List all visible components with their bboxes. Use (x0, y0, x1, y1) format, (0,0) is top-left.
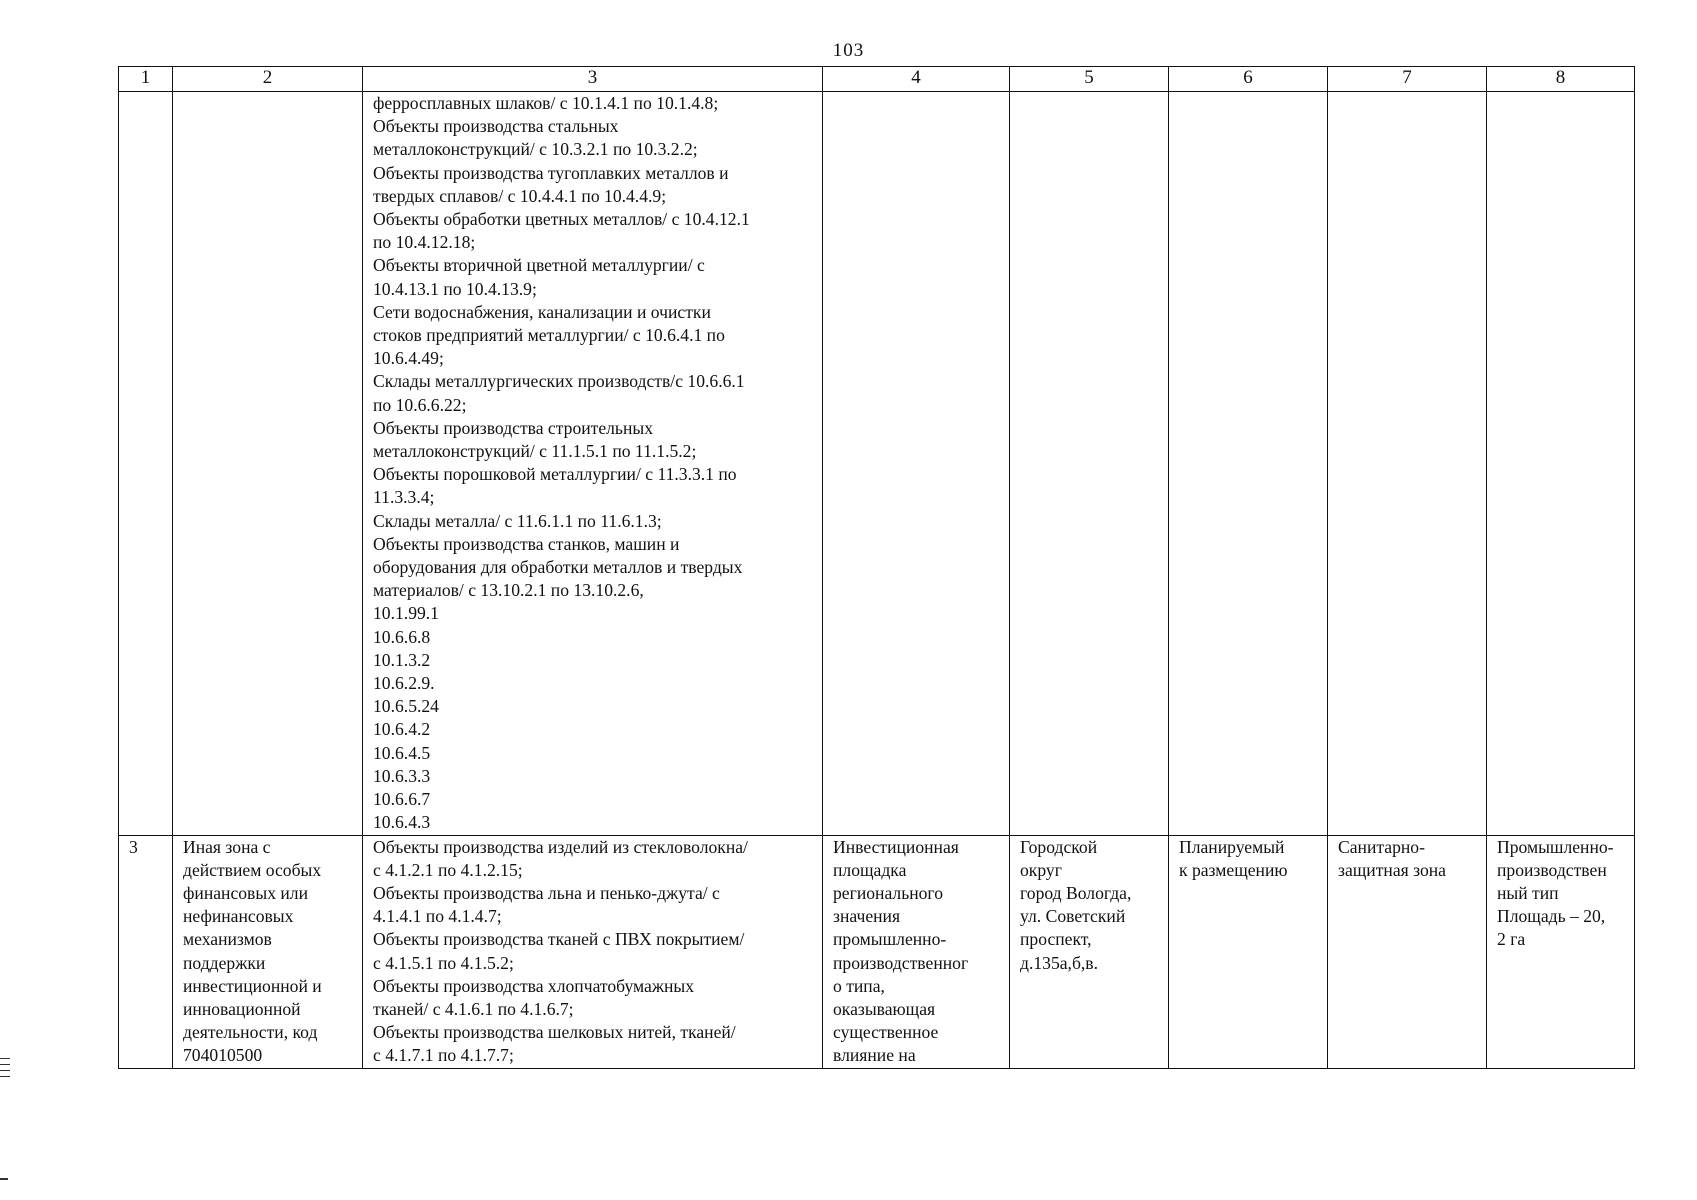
cell-line: Объекты производства стальных (373, 116, 619, 137)
cell-line: Инвестиционная (833, 836, 959, 857)
cell-line: Объекты производства хлопчатобумажных (373, 975, 695, 996)
cell-characteristics (1487, 92, 1635, 836)
cell-line: тканей/ с 4.1.6.1 по 4.1.6.7; (373, 998, 574, 1019)
cell-line: Объекты обработки цветных металлов/ с 10.4.12.1 (373, 209, 750, 230)
cell-line: Объекты производства шелковых нитей, тканей/ (373, 1022, 736, 1043)
cell-line: Объекты порошковой металлургии/ с 11.3.3.1 по (373, 464, 737, 485)
cell-line: влияние на (833, 1045, 916, 1066)
cell-line: защитная зона (1338, 859, 1446, 880)
cell-line: 10.6.3.3 (373, 765, 431, 786)
cell-line: 10.4.13.1 по 10.4.13.9; (373, 278, 537, 299)
cell-line: к размещению (1179, 859, 1288, 880)
cell-line: ул. Советский (1020, 906, 1126, 927)
cell-line: механизмов (183, 929, 272, 950)
cell-line: Планируемый (1179, 836, 1285, 857)
data-table (118, 66, 1635, 1069)
cell-line: Площадь – 20, (1497, 906, 1606, 927)
cell-line: оборудования для обработки металлов и твердых (373, 557, 743, 578)
cell-line: Сети водоснабжения, канализации и очистки (373, 301, 711, 322)
cell-line: промышленно- (833, 929, 947, 950)
cell-line: производственног (833, 952, 969, 973)
cell-location (1010, 835, 1169, 1068)
cell-line: металлоконструкций/ с 11.1.5.1 по 11.1.5.2; (373, 441, 697, 462)
cell-line: существенное (833, 1022, 939, 1043)
cell-line: 10.6.4.49; (373, 348, 444, 369)
cell-line: Склады металла/ с 11.6.1.1 по 11.6.1.3; (373, 510, 662, 531)
table-row-3 (119, 835, 1635, 1068)
cell-line: стоков предприятий металлургии/ с 10.6.4.1 по (373, 325, 725, 346)
column-header-1: 1 (119, 67, 173, 92)
cell-line: 10.6.2.9. (373, 673, 435, 694)
cell-line: 10.6.4.2 (373, 719, 431, 740)
cell-line: Объекты вторичной цветной металлургии/ с (373, 255, 705, 276)
column-header-2: 2 (173, 67, 363, 92)
cell-line: Объекты производства тугоплавких металлов и (373, 162, 729, 183)
cell-line: по 10.4.12.18; (373, 232, 476, 253)
cell-location (1010, 92, 1169, 836)
cell-line: нефинансовых (183, 906, 294, 927)
scan-edge-dash (0, 1178, 8, 1180)
cell-line: регионального (833, 882, 944, 903)
cell-purpose (823, 92, 1010, 836)
cell-line: 10.6.6.8 (373, 626, 431, 647)
cell-objects-list (363, 92, 823, 836)
cell-line: твердых сплавов/ с 10.4.4.1 по 10.4.4.9; (373, 185, 667, 206)
cell-number (119, 92, 173, 836)
cell-line: Иная зона с (183, 836, 271, 857)
cell-line: Санитарно- (1338, 836, 1425, 857)
cell-line: д.135а,б,в. (1020, 952, 1099, 973)
column-header-3: 3 (363, 67, 823, 92)
cell-line: 10.1.99.1 (373, 603, 439, 624)
table-row-continuation (119, 92, 1635, 836)
cell-line: 10.6.4.3 (373, 812, 431, 833)
cell-line: производствен (1497, 859, 1607, 880)
cell-line: Объекты производства строительных (373, 417, 653, 438)
scan-edge-marks (0, 1058, 12, 1082)
cell-line: с 4.1.7.1 по 4.1.7.7; (373, 1045, 514, 1066)
cell-line: Объекты производства изделий из стекловолокна/ (373, 836, 748, 857)
page-number: 103 (832, 40, 865, 61)
cell-status (1169, 835, 1328, 1068)
cell-line: Объекты производства тканей с ПВХ покрытием/ (373, 929, 745, 950)
cell-line: площадка (833, 859, 907, 880)
cell-purpose (823, 835, 1010, 1068)
column-header-7: 7 (1328, 67, 1487, 92)
cell-line: по 10.6.6.22; (373, 394, 467, 415)
cell-zone-name (173, 92, 363, 836)
cell-line: с 4.1.2.1 по 4.1.2.15; (373, 859, 523, 880)
cell-line: 10.6.4.5 (373, 742, 431, 763)
cell-line: Объекты производства льна и пенько-джута/ с (373, 882, 720, 903)
cell-line: 4.1.4.1 по 4.1.4.7; (373, 906, 502, 927)
cell-objects-list (363, 835, 823, 1068)
cell-line: с 4.1.5.1 по 4.1.5.2; (373, 952, 514, 973)
cell-characteristics (1487, 835, 1635, 1068)
cell-line: материалов/ с 13.10.2.1 по 13.10.2.6, (373, 580, 644, 601)
column-header-6: 6 (1169, 67, 1328, 92)
cell-zone-type (1328, 835, 1487, 1068)
cell-line: 704010500 (183, 1045, 263, 1066)
cell-line: оказывающая (833, 998, 936, 1019)
cell-line: действием особых (183, 859, 322, 880)
header-row (119, 67, 1635, 92)
cell-line: металлоконструкций/ с 10.3.2.1 по 10.3.2.2; (373, 139, 698, 160)
cell-line: 11.3.3.4; (373, 487, 435, 508)
cell-line: Объекты производства станков, машин и (373, 533, 680, 554)
cell-status (1169, 92, 1328, 836)
cell-line: поддержки (183, 952, 266, 973)
cell-line: инновационной (183, 998, 301, 1019)
cell-line: деятельности, код (183, 1022, 318, 1043)
cell-line: Склады металлургических производств/с 10.6.6.1 (373, 371, 745, 392)
cell-zone-type (1328, 92, 1487, 836)
cell-line: Городской (1020, 836, 1098, 857)
cell-line: проспект, (1020, 929, 1092, 950)
cell-line: 2 га (1497, 929, 1526, 950)
cell-line: город Вологда, (1020, 882, 1132, 903)
cell-line: округ (1020, 859, 1062, 880)
cell-line: инвестиционной и (183, 975, 322, 996)
cell-zone-name (173, 835, 363, 1068)
cell-line: 10.6.5.24 (373, 696, 439, 717)
cell-line: 10.6.6.7 (373, 789, 431, 810)
cell-line: значения (833, 906, 901, 927)
cell-line: Промышленно- (1497, 836, 1614, 857)
cell-line: 3 (129, 836, 138, 857)
cell-number (119, 835, 173, 1068)
column-header-5: 5 (1010, 67, 1169, 92)
cell-line: 10.1.3.2 (373, 649, 431, 670)
cell-line: ферросплавных шлаков/ с 10.1.4.1 по 10.1.4.8; (373, 93, 719, 113)
cell-line: о типа, (833, 975, 885, 996)
cell-line: финансовых или (183, 882, 308, 903)
cell-line: ный тип (1497, 882, 1559, 903)
column-header-4: 4 (823, 67, 1010, 92)
column-header-8: 8 (1487, 67, 1635, 92)
